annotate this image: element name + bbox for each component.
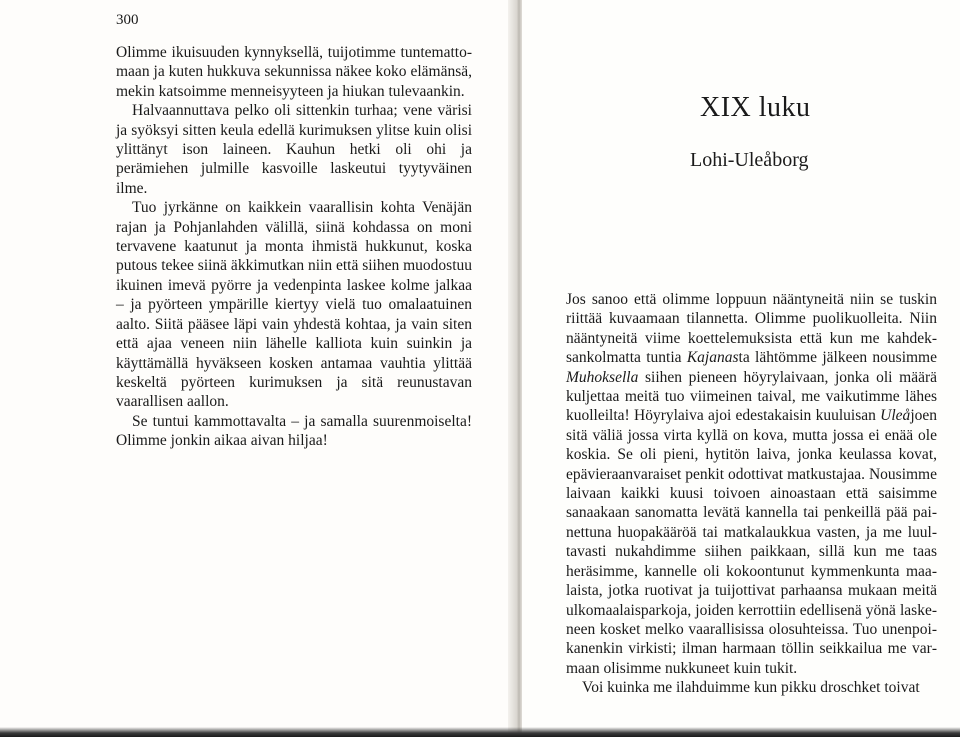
paragraph xyxy=(566,290,937,678)
text-run: Jos sanoo että olimme loppuun nääntyneitä niin se tuskin riittää kuvaamaan tilannetta. Olimme puolikuolleita. Niin nääntyneitä viime koettelemuksista että kun me kahdeksankolmatta tuntia xyxy=(566,291,937,367)
italic-place-name: Muhoksella xyxy=(566,368,639,386)
paragraph: Olimme ikuisuuden kynnyksellä, tuijotimme tuntemattomaan ja kuten hukkuva sekunnissa näkee koko elämänsä, mekin katsoimme menneisyyteen ja hiukan tulevaankin. xyxy=(116,44,472,100)
right-page-body xyxy=(566,290,937,698)
left-page-body xyxy=(116,43,472,451)
paragraph: Tuo jyrkänne on kaikkein vaarallisin kohta Venäjän rajan ja Pohjanlahden välillä, siinä kohdassa on moni tervavene kaatunut ja monta ihmistä hukkunut, koska putous tekee siinä äkkimutkan niin että siihen muodostuu ikuinen imevä pyörre ja vedenpinta laskee kolme jalkaa – ja pyörteen ympärille kiertyy vielä tuo omalaatuinen aalto. Siitä pääsee läpi vain yhdestä kohtaa, ja vain siten että ajaa veneen niin lähelle kalliota kuin suinkin ja käyttämällä hyväkseen kosken antamaa vauhtia ylittää keskeltä pyörteen kurimuksen ja sitä reunustavan vaarallisen aallon. xyxy=(116,199,473,411)
italic-place-name: Kajanas xyxy=(686,349,739,367)
chapter-subtitle: Lohi-Uleåborg xyxy=(690,149,809,171)
text-run: siihen pieneen höyrylaivaan, jonka oli määrä kuljettaa meitä tuo viimeinen taival, me vaikutimme lähes kuolleilta! Höyrylaiva ajoi edestakaisin kuuluisan xyxy=(566,368,937,425)
paragraph: Se tuntui kammottavalta – ja samalla suurenmoiselta! Olimme jonkin aikaa aivan hiljaa! xyxy=(116,412,472,450)
scan-edge-shadow xyxy=(0,727,960,737)
italic-place-name: Uleå xyxy=(880,407,911,425)
chapter-title: XIX luku xyxy=(700,92,811,123)
paragraph: Voi kuinka me ilahduimme kun pikku droschket toivat xyxy=(582,679,920,697)
text-run: ta lähtömme jälkeen nousimme xyxy=(738,349,937,367)
paragraph: Halvaannuttava pelko oli sittenkin turhaa; vene värisi ja syöksyi sitten keula edellä kurimuksen ylitse kuin olisi ylittänyt ison laineen. Kauhun hetki oli ohi ja perämiehen julmille kasvoille laskeutui tyytyväinen ilme. xyxy=(116,102,472,197)
page-number: 300 xyxy=(116,12,139,28)
text-run: joen sitä väliä jossa virta kyllä on kova, mutta jossa ei enää ole koskia. Se oli pieni, hytitön laiva, jonka keulassa kovat, epävieraanvaraiset penkit odottivat matkustajaa. Nousimme laivaan kaikki kuusi toivoen ainoastaan että saisimme sanaakaan sanomatta levätä kannella tai penkeillä pää painettuna huopakääröä tai matkalaukkua vasten, ja me luultavasti nukahdimme siihen paikkaan, sillä kun me taas heräsimme, kannelle oli kokoontunut kymmenkunta maalaista, jotka ruotivat ja tuijottivat parhaansa mukaan meitä ulkomaalaisparkoja, joiden kerrottiin edellisenä yönä laskeneen kosket melko vaarallisissa olosuhteissa. Tuo unenpoikanenkin virkisti; ilman harmaan töllin seikkailua me varmaan olisimme nukkuneet kuin tukit. xyxy=(566,407,937,677)
